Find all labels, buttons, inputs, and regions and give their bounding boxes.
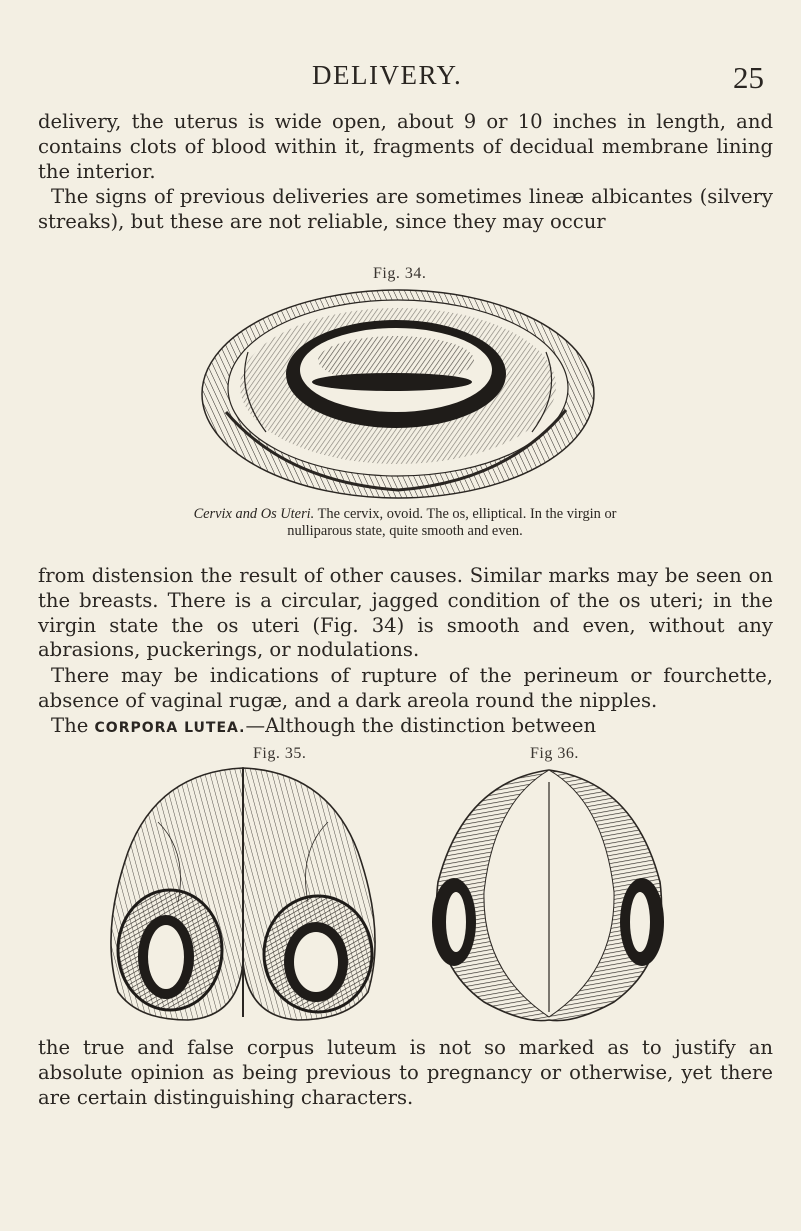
- paragraph-corpora-lutea: [38, 714, 773, 741]
- fig34-caption-text: The cervix, ovoid. The os, elliptical. In the virgin or nulliparous state, quite smooth and even.: [287, 506, 617, 539]
- corpora-lutea-heading: CORPORA LUTEA.: [94, 720, 246, 736]
- fig35-label: Fig. 35.: [253, 745, 307, 762]
- fig34-label: Fig. 34.: [373, 265, 427, 282]
- fig34-caption: [190, 506, 620, 540]
- paragraph-previous-deliveries: The signs of previous deliveries are sometimes lineæ albicantes (silvery streaks), but these are not reliable, since they may occur: [38, 185, 773, 233]
- fig36-corpus-luteum-illustration: [424, 762, 674, 1024]
- page-number: 25: [733, 60, 764, 95]
- corpora-lead: The: [51, 714, 89, 737]
- running-head: DELIVERY.: [312, 60, 463, 90]
- fig35-corpus-luteum-illustration: [98, 762, 388, 1024]
- paragraph-corpus-luteum: the true and false corpus luteum is not so marked as to justify an absolute opinion as being previous to pregnancy or otherwise, yet there are certain distinguishing characters.: [38, 1036, 773, 1109]
- fig34-caption-title: Cervix and Os Uteri.: [193, 506, 315, 522]
- fig34-cervix-illustration: [196, 282, 600, 500]
- fig36-label: Fig 36.: [530, 745, 579, 762]
- paragraph-rupture: There may be indications of rupture of the perineum or fourchette, absence of vaginal rugæ, and a dark areola round the nipples.: [38, 664, 773, 712]
- paragraph-delivery: delivery, the uterus is wide open, about 9 or 10 inches in length, and contains clots of blood within it, fragments of decidual membrane lining the interior.: [38, 110, 773, 183]
- paragraph-distension: from distension the result of other causes. Similar marks may be seen on the breasts. There is a circular, jagged condition of the os uteri; in the virgin state the os uteri (Fig. 34) is smooth and even, without any abrasions, puckerings, or nodulations.: [38, 564, 773, 662]
- os-opening: [312, 373, 472, 391]
- page-header: [0, 60, 801, 100]
- corpora-rest: —Although the distinction between: [245, 714, 597, 737]
